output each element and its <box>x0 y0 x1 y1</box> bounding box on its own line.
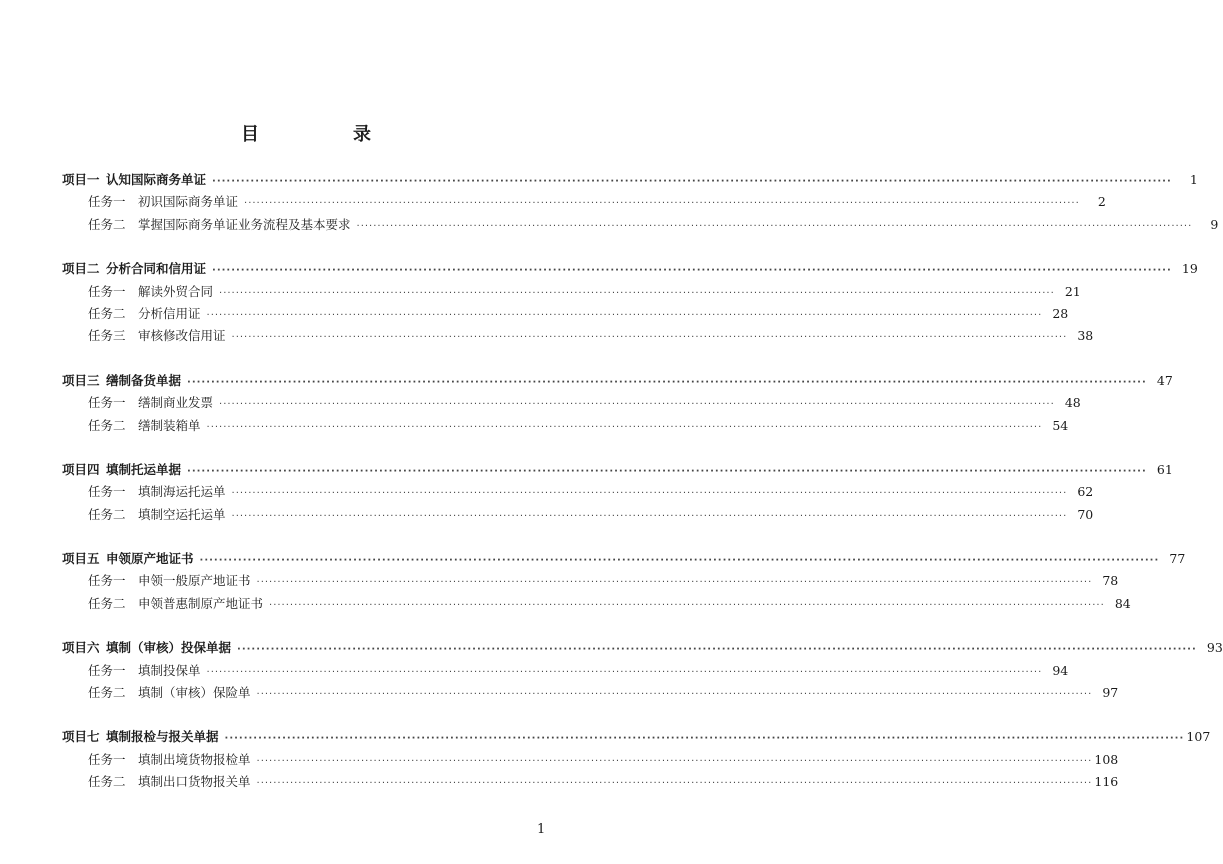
page-number: 1 <box>1189 172 1198 187</box>
page-number: 47 <box>1156 372 1173 388</box>
dot-leader: ········································································································································································································ <box>206 666 1043 678</box>
page-number: 54 <box>1052 417 1069 433</box>
project-title: 填制托运单据 <box>106 461 182 477</box>
task-number: 任务二 <box>88 774 126 790</box>
task-number: 任务一 <box>88 751 126 767</box>
toc-task-entry[interactable] <box>62 214 1219 236</box>
toc-project-group <box>62 637 1223 704</box>
toc-task-entry[interactable] <box>62 593 1131 615</box>
project-number: 项目四 <box>62 461 100 477</box>
project-number: 项目三 <box>62 372 100 388</box>
task-number: 任务二 <box>88 685 126 701</box>
page-number: 94 <box>1052 662 1069 678</box>
task-number: 任务二 <box>88 216 126 232</box>
page-number: 108 <box>1094 751 1119 767</box>
toc-project-group <box>62 169 1219 236</box>
task-title: 填制出境货物报检单 <box>138 751 251 767</box>
page-number: 116 <box>1094 774 1119 790</box>
dot-leader: ········································································································································································································ <box>187 465 1147 477</box>
task-title: 填制出口货物报关单 <box>138 774 251 790</box>
dot-leader: ········································································································································································································ <box>219 287 1055 299</box>
toc-task-entry[interactable] <box>62 771 1119 793</box>
task-number: 任务二 <box>88 595 126 611</box>
task-number: 任务一 <box>88 194 126 210</box>
page-number: 19 <box>1181 261 1198 277</box>
task-number: 任务一 <box>88 283 126 299</box>
page-number: 61 <box>1156 461 1173 477</box>
project-number: 项目二 <box>62 261 100 277</box>
toc-task-entry[interactable] <box>62 392 1081 414</box>
page-number: 70 <box>1077 506 1094 522</box>
toc-task-entry[interactable] <box>62 481 1094 503</box>
page-number: 38 <box>1077 328 1094 344</box>
page-number: 9 <box>1210 216 1219 232</box>
task-title: 掌握国际商务单证业务流程及基本要求 <box>138 216 351 232</box>
toc-task-entry[interactable] <box>62 660 1069 682</box>
task-title: 分析信用证 <box>138 305 201 321</box>
dot-leader: ········································································································································································································ <box>206 421 1043 433</box>
project-title: 认知国际商务单证 <box>106 172 207 187</box>
task-number: 任务一 <box>88 395 126 411</box>
project-title: 填制（审核）投保单据 <box>106 640 232 656</box>
page-number: 93 <box>1206 640 1223 656</box>
page-number: 62 <box>1077 484 1094 500</box>
task-title: 填制空运托运单 <box>138 506 226 522</box>
page-number: 107 <box>1186 729 1211 745</box>
project-title: 申领原产地证书 <box>106 551 194 567</box>
toc-project-entry[interactable] <box>62 370 1173 392</box>
dot-leader: ········································································································································································································ <box>269 599 1105 611</box>
dot-leader: ········································································································································································································ <box>212 176 1172 187</box>
dot-leader: ········································································································································································································ <box>231 488 1068 500</box>
toc-project-entry[interactable] <box>62 637 1223 659</box>
task-number: 任务一 <box>88 573 126 589</box>
toc-project-entry[interactable] <box>62 459 1173 481</box>
toc-project-group <box>62 726 1211 793</box>
project-number: 项目七 <box>62 729 100 745</box>
page-number: 21 <box>1064 283 1081 299</box>
dot-leader: ········································································································································································································ <box>237 644 1197 656</box>
dot-leader: ········································································································································································································ <box>212 265 1172 277</box>
dot-leader: ········································································································································································································ <box>244 198 1080 210</box>
page-number: 84 <box>1114 595 1131 611</box>
toc-project-entry[interactable] <box>62 548 1186 570</box>
dot-leader: ········································································································································································································ <box>199 555 1160 567</box>
dot-leader: ········································································································································································································ <box>206 309 1043 321</box>
page-number: 97 <box>1102 685 1119 701</box>
task-number: 任务一 <box>88 662 126 678</box>
task-title: 填制海运托运单 <box>138 484 226 500</box>
task-title: 审核修改信用证 <box>138 328 226 344</box>
project-number: 项目六 <box>62 640 100 656</box>
toc-task-entry[interactable] <box>62 281 1081 303</box>
toc-project-group <box>62 548 1186 615</box>
task-title: 初识国际商务单证 <box>138 194 239 210</box>
task-number: 任务一 <box>88 484 126 500</box>
project-title: 填制报检与报关单据 <box>106 729 219 745</box>
toc-project-group <box>62 258 1198 348</box>
toc-project-entry[interactable] <box>62 169 1198 191</box>
toc-task-entry[interactable] <box>62 570 1119 592</box>
task-title: 解读外贸合同 <box>138 283 214 299</box>
task-title: 申领一般原产地证书 <box>138 573 251 589</box>
dot-leader: ········································································································································································································ <box>256 755 1093 767</box>
dot-leader: ········································································································································································································ <box>256 577 1093 589</box>
page-number: 77 <box>1169 551 1186 567</box>
dot-leader: ········································································································································································································ <box>187 376 1147 388</box>
page-number: 28 <box>1052 305 1069 321</box>
toc-project-group <box>62 459 1173 526</box>
table-of-contents <box>62 169 1223 816</box>
toc-task-entry[interactable] <box>62 325 1094 347</box>
dot-leader: ········································································································································································································ <box>219 399 1055 411</box>
project-title: 分析合同和信用证 <box>106 261 207 277</box>
toc-task-entry[interactable] <box>62 682 1119 704</box>
page-title: 目 录 <box>241 124 409 145</box>
dot-leader: ········································································································································································································ <box>231 332 1068 344</box>
toc-project-entry[interactable] <box>62 258 1198 280</box>
task-title: 填制投保单 <box>138 662 201 678</box>
toc-task-entry[interactable] <box>62 504 1094 526</box>
toc-task-entry[interactable] <box>62 749 1119 771</box>
page-number: 2 <box>1097 194 1106 210</box>
task-title: 缮制装箱单 <box>138 417 201 433</box>
page-number: 48 <box>1064 395 1081 411</box>
dot-leader: ········································································································································································································ <box>256 778 1093 790</box>
task-number: 任务二 <box>88 417 126 433</box>
project-number: 项目五 <box>62 551 100 567</box>
dot-leader: ········································································································································································································ <box>231 510 1068 522</box>
dot-leader: ········································································································································································································ <box>224 733 1185 745</box>
project-title: 缮制备货单据 <box>106 372 182 388</box>
task-number: 任务三 <box>88 328 126 344</box>
task-title: 缮制商业发票 <box>138 395 214 411</box>
task-number: 任务二 <box>88 506 126 522</box>
task-number: 任务二 <box>88 305 126 321</box>
toc-task-entry[interactable] <box>62 415 1069 437</box>
folio-page-number: 1 <box>537 822 546 837</box>
toc-project-entry[interactable] <box>62 726 1211 748</box>
toc-task-entry[interactable] <box>62 303 1069 325</box>
toc-task-entry[interactable] <box>62 191 1106 213</box>
task-title: 填制（审核）保险单 <box>138 685 251 701</box>
page-number: 78 <box>1102 573 1119 589</box>
dot-leader: ········································································································································································································ <box>356 220 1193 232</box>
project-number: 项目一 <box>62 172 100 187</box>
toc-project-group <box>62 370 1173 437</box>
dot-leader: ········································································································································································································ <box>256 689 1093 701</box>
task-title: 申领普惠制原产地证书 <box>138 595 264 611</box>
